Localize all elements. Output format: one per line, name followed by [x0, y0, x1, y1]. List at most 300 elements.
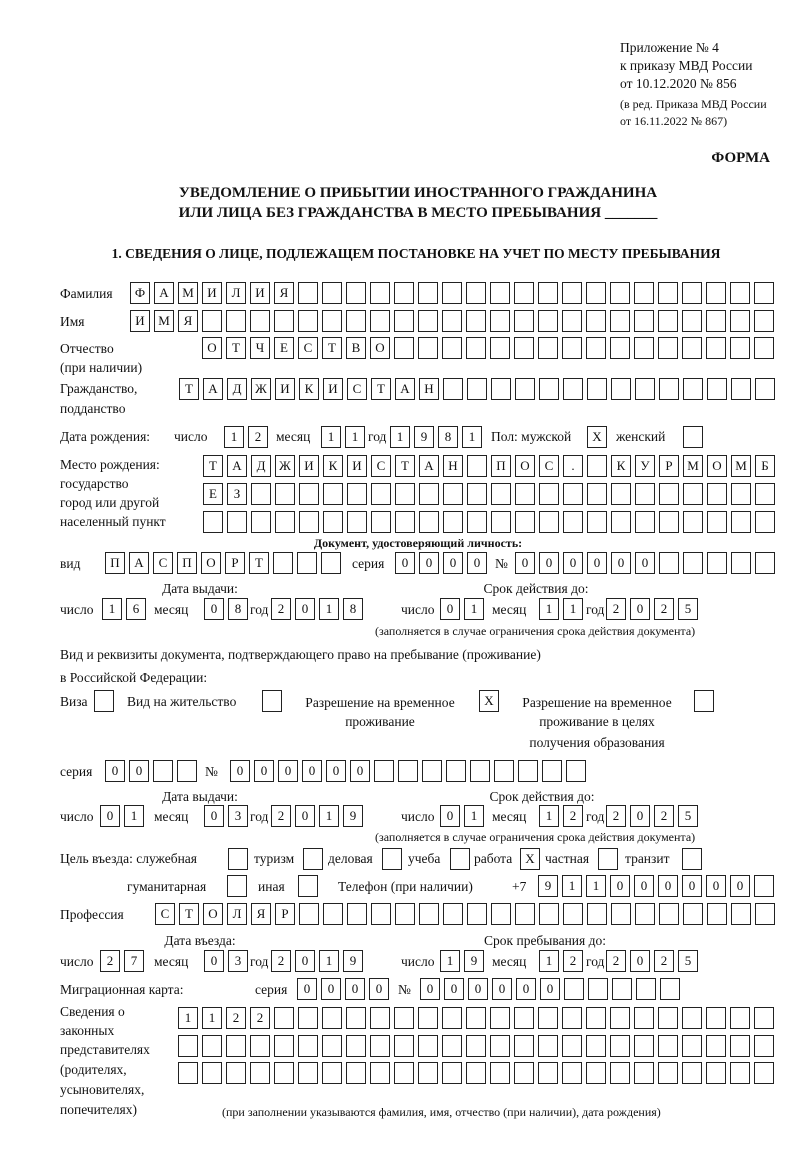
char-cell[interactable]: А [203, 378, 223, 400]
char-cell[interactable] [514, 282, 534, 304]
char-cell[interactable] [514, 310, 534, 332]
char-cell[interactable]: 5 [678, 598, 698, 620]
char-cell[interactable] [635, 483, 655, 505]
char-cell[interactable] [346, 1062, 366, 1084]
char-cell[interactable] [588, 978, 608, 1000]
char-cell[interactable] [323, 483, 343, 505]
char-cell[interactable] [422, 760, 442, 782]
char-cell[interactable] [346, 310, 366, 332]
char-cell[interactable]: 1 [319, 805, 339, 827]
char-cell[interactable] [298, 875, 318, 897]
char-cell[interactable] [562, 282, 582, 304]
char-cell[interactable] [586, 1062, 606, 1084]
char-cell[interactable] [347, 483, 367, 505]
char-cell[interactable] [611, 903, 631, 925]
char-cell[interactable]: 9 [538, 875, 558, 897]
char-cell[interactable] [754, 1062, 774, 1084]
char-cell[interactable] [682, 848, 702, 870]
char-cell[interactable]: 0 [630, 950, 650, 972]
char-cell[interactable]: О [203, 903, 223, 925]
char-cell[interactable]: Т [395, 455, 415, 477]
char-cell[interactable] [730, 282, 750, 304]
char-cell[interactable] [94, 690, 114, 712]
char-cell[interactable] [611, 511, 631, 533]
char-cell[interactable]: 0 [730, 875, 750, 897]
char-cell[interactable]: Н [443, 455, 463, 477]
char-cell[interactable] [658, 1007, 678, 1029]
char-cell[interactable] [586, 282, 606, 304]
char-cell[interactable] [682, 282, 702, 304]
char-cell[interactable] [518, 760, 538, 782]
char-cell[interactable] [610, 1035, 630, 1057]
char-cell[interactable]: 0 [492, 978, 512, 1000]
char-cell[interactable] [754, 1035, 774, 1057]
char-cell[interactable]: Д [251, 455, 271, 477]
char-cell[interactable] [446, 760, 466, 782]
char-cell[interactable] [275, 511, 295, 533]
char-cell[interactable]: А [419, 455, 439, 477]
char-cell[interactable]: Я [274, 282, 294, 304]
char-cell[interactable] [682, 337, 702, 359]
char-cell[interactable]: С [371, 455, 391, 477]
char-cell[interactable] [418, 310, 438, 332]
char-cell[interactable]: 0 [100, 805, 120, 827]
char-cell[interactable] [202, 1062, 222, 1084]
char-cell[interactable] [730, 1007, 750, 1029]
char-cell[interactable]: X [520, 848, 540, 870]
char-cell[interactable] [490, 1035, 510, 1057]
char-cell[interactable] [682, 1062, 702, 1084]
char-cell[interactable]: Я [178, 310, 198, 332]
char-cell[interactable] [202, 1035, 222, 1057]
char-cell[interactable] [322, 310, 342, 332]
char-cell[interactable]: 0 [630, 805, 650, 827]
char-cell[interactable]: И [130, 310, 150, 332]
char-cell[interactable] [398, 760, 418, 782]
char-cell[interactable]: 0 [440, 805, 460, 827]
char-cell[interactable]: Р [659, 455, 679, 477]
char-cell[interactable] [298, 310, 318, 332]
char-cell[interactable]: А [154, 282, 174, 304]
char-cell[interactable]: 2 [226, 1007, 246, 1029]
char-cell[interactable] [467, 903, 487, 925]
char-cell[interactable]: 9 [464, 950, 484, 972]
char-cell[interactable]: 0 [395, 552, 415, 574]
char-cell[interactable] [370, 1062, 390, 1084]
char-cell[interactable]: 1 [539, 950, 559, 972]
char-cell[interactable]: 0 [295, 805, 315, 827]
char-cell[interactable] [203, 511, 223, 533]
char-cell[interactable] [566, 760, 586, 782]
char-cell[interactable] [694, 690, 714, 712]
char-cell[interactable] [730, 1062, 750, 1084]
char-cell[interactable] [563, 903, 583, 925]
char-cell[interactable] [490, 337, 510, 359]
char-cell[interactable] [731, 483, 751, 505]
char-cell[interactable] [586, 1007, 606, 1029]
char-cell[interactable] [538, 337, 558, 359]
char-cell[interactable] [371, 903, 391, 925]
char-cell[interactable]: 0 [610, 875, 630, 897]
char-cell[interactable]: 0 [326, 760, 346, 782]
char-cell[interactable]: 2 [250, 1007, 270, 1029]
char-cell[interactable]: 0 [230, 760, 250, 782]
char-cell[interactable] [490, 1007, 510, 1029]
char-cell[interactable]: И [323, 378, 343, 400]
char-cell[interactable] [443, 378, 463, 400]
char-cell[interactable] [515, 483, 535, 505]
char-cell[interactable]: 0 [297, 978, 317, 1000]
char-cell[interactable]: 6 [126, 598, 146, 620]
char-cell[interactable] [586, 310, 606, 332]
char-cell[interactable] [177, 760, 197, 782]
char-cell[interactable]: Ж [251, 378, 271, 400]
char-cell[interactable]: Т [371, 378, 391, 400]
char-cell[interactable]: 0 [443, 552, 463, 574]
char-cell[interactable] [394, 1062, 414, 1084]
char-cell[interactable] [635, 378, 655, 400]
char-cell[interactable] [250, 310, 270, 332]
char-cell[interactable]: С [153, 552, 173, 574]
char-cell[interactable] [491, 483, 511, 505]
char-cell[interactable]: 0 [630, 598, 650, 620]
char-cell[interactable] [418, 1007, 438, 1029]
char-cell[interactable]: Т [203, 455, 223, 477]
char-cell[interactable]: 3 [228, 805, 248, 827]
char-cell[interactable]: 1 [462, 426, 482, 448]
char-cell[interactable] [466, 282, 486, 304]
char-cell[interactable]: 2 [248, 426, 268, 448]
char-cell[interactable] [321, 552, 341, 574]
char-cell[interactable] [754, 337, 774, 359]
char-cell[interactable] [419, 511, 439, 533]
char-cell[interactable] [587, 511, 607, 533]
char-cell[interactable]: 1 [562, 875, 582, 897]
char-cell[interactable] [491, 511, 511, 533]
char-cell[interactable]: А [129, 552, 149, 574]
char-cell[interactable]: Ч [250, 337, 270, 359]
char-cell[interactable]: 2 [271, 805, 291, 827]
char-cell[interactable] [370, 310, 390, 332]
char-cell[interactable] [490, 310, 510, 332]
char-cell[interactable] [251, 511, 271, 533]
char-cell[interactable] [346, 1007, 366, 1029]
char-cell[interactable] [539, 483, 559, 505]
char-cell[interactable]: 0 [345, 978, 365, 1000]
char-cell[interactable] [299, 903, 319, 925]
char-cell[interactable] [443, 511, 463, 533]
char-cell[interactable] [683, 903, 703, 925]
char-cell[interactable]: С [539, 455, 559, 477]
char-cell[interactable] [346, 282, 366, 304]
char-cell[interactable] [706, 337, 726, 359]
char-cell[interactable]: 0 [563, 552, 583, 574]
char-cell[interactable] [731, 903, 751, 925]
char-cell[interactable] [538, 310, 558, 332]
char-cell[interactable] [587, 903, 607, 925]
char-cell[interactable]: 3 [228, 950, 248, 972]
char-cell[interactable] [514, 1007, 534, 1029]
char-cell[interactable] [443, 483, 463, 505]
char-cell[interactable] [538, 1035, 558, 1057]
char-cell[interactable] [371, 483, 391, 505]
char-cell[interactable] [562, 1007, 582, 1029]
char-cell[interactable] [660, 978, 680, 1000]
char-cell[interactable] [682, 1035, 702, 1057]
char-cell[interactable]: Н [419, 378, 439, 400]
char-cell[interactable] [658, 310, 678, 332]
char-cell[interactable] [612, 978, 632, 1000]
char-cell[interactable] [275, 483, 295, 505]
char-cell[interactable]: П [177, 552, 197, 574]
char-cell[interactable] [382, 848, 402, 870]
char-cell[interactable] [250, 1035, 270, 1057]
char-cell[interactable]: 2 [606, 598, 626, 620]
char-cell[interactable] [515, 378, 535, 400]
char-cell[interactable] [322, 1062, 342, 1084]
char-cell[interactable] [539, 511, 559, 533]
char-cell[interactable] [322, 282, 342, 304]
char-cell[interactable] [262, 690, 282, 712]
char-cell[interactable]: 5 [678, 950, 698, 972]
char-cell[interactable] [587, 483, 607, 505]
char-cell[interactable]: 9 [414, 426, 434, 448]
char-cell[interactable]: С [298, 337, 318, 359]
char-cell[interactable] [443, 903, 463, 925]
char-cell[interactable] [226, 1035, 246, 1057]
char-cell[interactable]: 0 [539, 552, 559, 574]
char-cell[interactable] [563, 483, 583, 505]
char-cell[interactable]: 7 [124, 950, 144, 972]
char-cell[interactable] [273, 552, 293, 574]
char-cell[interactable]: 1 [345, 426, 365, 448]
char-cell[interactable] [394, 282, 414, 304]
char-cell[interactable] [515, 511, 535, 533]
char-cell[interactable]: А [227, 455, 247, 477]
char-cell[interactable]: К [299, 378, 319, 400]
char-cell[interactable] [466, 310, 486, 332]
char-cell[interactable] [683, 426, 703, 448]
char-cell[interactable]: М [731, 455, 751, 477]
char-cell[interactable]: А [395, 378, 415, 400]
char-cell[interactable]: Б [755, 455, 775, 477]
char-cell[interactable] [419, 903, 439, 925]
char-cell[interactable] [635, 511, 655, 533]
char-cell[interactable]: П [105, 552, 125, 574]
char-cell[interactable]: 1 [224, 426, 244, 448]
char-cell[interactable]: 0 [254, 760, 274, 782]
char-cell[interactable] [299, 483, 319, 505]
char-cell[interactable] [395, 483, 415, 505]
char-cell[interactable]: 1 [539, 598, 559, 620]
char-cell[interactable] [634, 1062, 654, 1084]
char-cell[interactable]: Т [322, 337, 342, 359]
char-cell[interactable]: Е [203, 483, 223, 505]
char-cell[interactable] [297, 552, 317, 574]
char-cell[interactable]: 1 [539, 805, 559, 827]
char-cell[interactable] [754, 875, 774, 897]
char-cell[interactable] [659, 552, 679, 574]
char-cell[interactable] [418, 1062, 438, 1084]
char-cell[interactable] [466, 1035, 486, 1057]
char-cell[interactable]: 0 [350, 760, 370, 782]
char-cell[interactable] [659, 483, 679, 505]
char-cell[interactable] [754, 282, 774, 304]
char-cell[interactable] [538, 1007, 558, 1029]
char-cell[interactable] [202, 310, 222, 332]
char-cell[interactable]: И [250, 282, 270, 304]
char-cell[interactable]: 1 [319, 598, 339, 620]
char-cell[interactable] [394, 1035, 414, 1057]
char-cell[interactable]: Ф [130, 282, 150, 304]
char-cell[interactable]: З [227, 483, 247, 505]
char-cell[interactable]: У [635, 455, 655, 477]
char-cell[interactable] [658, 282, 678, 304]
char-cell[interactable]: 9 [343, 805, 363, 827]
char-cell[interactable] [450, 848, 470, 870]
char-cell[interactable]: X [587, 426, 607, 448]
char-cell[interactable] [274, 1062, 294, 1084]
char-cell[interactable]: 2 [606, 805, 626, 827]
char-cell[interactable] [730, 337, 750, 359]
char-cell[interactable]: М [178, 282, 198, 304]
char-cell[interactable]: Р [225, 552, 245, 574]
char-cell[interactable] [442, 1007, 462, 1029]
char-cell[interactable]: В [346, 337, 366, 359]
char-cell[interactable]: 0 [706, 875, 726, 897]
char-cell[interactable]: П [491, 455, 511, 477]
char-cell[interactable] [587, 378, 607, 400]
char-cell[interactable] [610, 310, 630, 332]
char-cell[interactable] [683, 483, 703, 505]
char-cell[interactable]: 1 [124, 805, 144, 827]
char-cell[interactable] [636, 978, 656, 1000]
char-cell[interactable] [322, 1035, 342, 1057]
char-cell[interactable]: 2 [654, 598, 674, 620]
char-cell[interactable]: 1 [321, 426, 341, 448]
char-cell[interactable] [418, 282, 438, 304]
char-cell[interactable]: 0 [635, 552, 655, 574]
char-cell[interactable] [442, 1035, 462, 1057]
char-cell[interactable]: 2 [606, 950, 626, 972]
char-cell[interactable]: 0 [204, 598, 224, 620]
char-cell[interactable] [466, 1007, 486, 1029]
char-cell[interactable] [442, 337, 462, 359]
char-cell[interactable]: 0 [515, 552, 535, 574]
char-cell[interactable] [754, 310, 774, 332]
char-cell[interactable] [250, 1062, 270, 1084]
char-cell[interactable] [395, 511, 415, 533]
char-cell[interactable]: О [707, 455, 727, 477]
char-cell[interactable] [586, 337, 606, 359]
char-cell[interactable]: М [154, 310, 174, 332]
char-cell[interactable] [563, 378, 583, 400]
char-cell[interactable] [466, 1062, 486, 1084]
char-cell[interactable]: 0 [295, 950, 315, 972]
char-cell[interactable] [226, 310, 246, 332]
char-cell[interactable] [323, 511, 343, 533]
char-cell[interactable]: 2 [271, 598, 291, 620]
char-cell[interactable]: К [611, 455, 631, 477]
char-cell[interactable] [706, 1062, 726, 1084]
char-cell[interactable] [731, 378, 751, 400]
char-cell[interactable]: 1 [102, 598, 122, 620]
char-cell[interactable] [374, 760, 394, 782]
char-cell[interactable] [418, 337, 438, 359]
char-cell[interactable]: 0 [440, 598, 460, 620]
char-cell[interactable]: 1 [390, 426, 410, 448]
char-cell[interactable] [347, 511, 367, 533]
char-cell[interactable]: 1 [440, 950, 460, 972]
char-cell[interactable] [658, 1035, 678, 1057]
char-cell[interactable] [299, 511, 319, 533]
char-cell[interactable]: 8 [228, 598, 248, 620]
char-cell[interactable]: 2 [654, 805, 674, 827]
char-cell[interactable] [683, 378, 703, 400]
char-cell[interactable] [347, 903, 367, 925]
char-cell[interactable]: 0 [468, 978, 488, 1000]
char-cell[interactable]: 0 [420, 978, 440, 1000]
char-cell[interactable]: 0 [419, 552, 439, 574]
char-cell[interactable] [346, 1035, 366, 1057]
char-cell[interactable] [418, 1035, 438, 1057]
char-cell[interactable] [611, 378, 631, 400]
char-cell[interactable] [707, 511, 727, 533]
char-cell[interactable] [491, 903, 511, 925]
char-cell[interactable]: Е [274, 337, 294, 359]
char-cell[interactable] [755, 483, 775, 505]
char-cell[interactable]: И [299, 455, 319, 477]
char-cell[interactable]: 1 [464, 598, 484, 620]
char-cell[interactable] [634, 310, 654, 332]
char-cell[interactable]: 0 [204, 805, 224, 827]
char-cell[interactable]: 1 [563, 598, 583, 620]
char-cell[interactable] [683, 511, 703, 533]
char-cell[interactable] [394, 1007, 414, 1029]
char-cell[interactable] [730, 1035, 750, 1057]
char-cell[interactable] [754, 1007, 774, 1029]
char-cell[interactable]: X [479, 690, 499, 712]
char-cell[interactable]: . [563, 455, 583, 477]
char-cell[interactable] [494, 760, 514, 782]
char-cell[interactable] [467, 511, 487, 533]
char-cell[interactable] [514, 1062, 534, 1084]
char-cell[interactable] [562, 1062, 582, 1084]
char-cell[interactable] [491, 378, 511, 400]
char-cell[interactable]: 0 [204, 950, 224, 972]
char-cell[interactable]: И [275, 378, 295, 400]
char-cell[interactable]: С [155, 903, 175, 925]
char-cell[interactable]: Т [179, 378, 199, 400]
char-cell[interactable]: 0 [129, 760, 149, 782]
char-cell[interactable]: 9 [343, 950, 363, 972]
char-cell[interactable]: 0 [587, 552, 607, 574]
char-cell[interactable] [442, 1062, 462, 1084]
char-cell[interactable] [586, 1035, 606, 1057]
char-cell[interactable] [370, 1007, 390, 1029]
char-cell[interactable]: 0 [516, 978, 536, 1000]
char-cell[interactable] [658, 1062, 678, 1084]
char-cell[interactable] [611, 483, 631, 505]
char-cell[interactable]: 0 [444, 978, 464, 1000]
char-cell[interactable] [587, 455, 607, 477]
char-cell[interactable]: О [202, 337, 222, 359]
char-cell[interactable]: 2 [100, 950, 120, 972]
char-cell[interactable] [706, 1007, 726, 1029]
char-cell[interactable] [683, 552, 703, 574]
char-cell[interactable]: С [347, 378, 367, 400]
char-cell[interactable]: Ж [275, 455, 295, 477]
